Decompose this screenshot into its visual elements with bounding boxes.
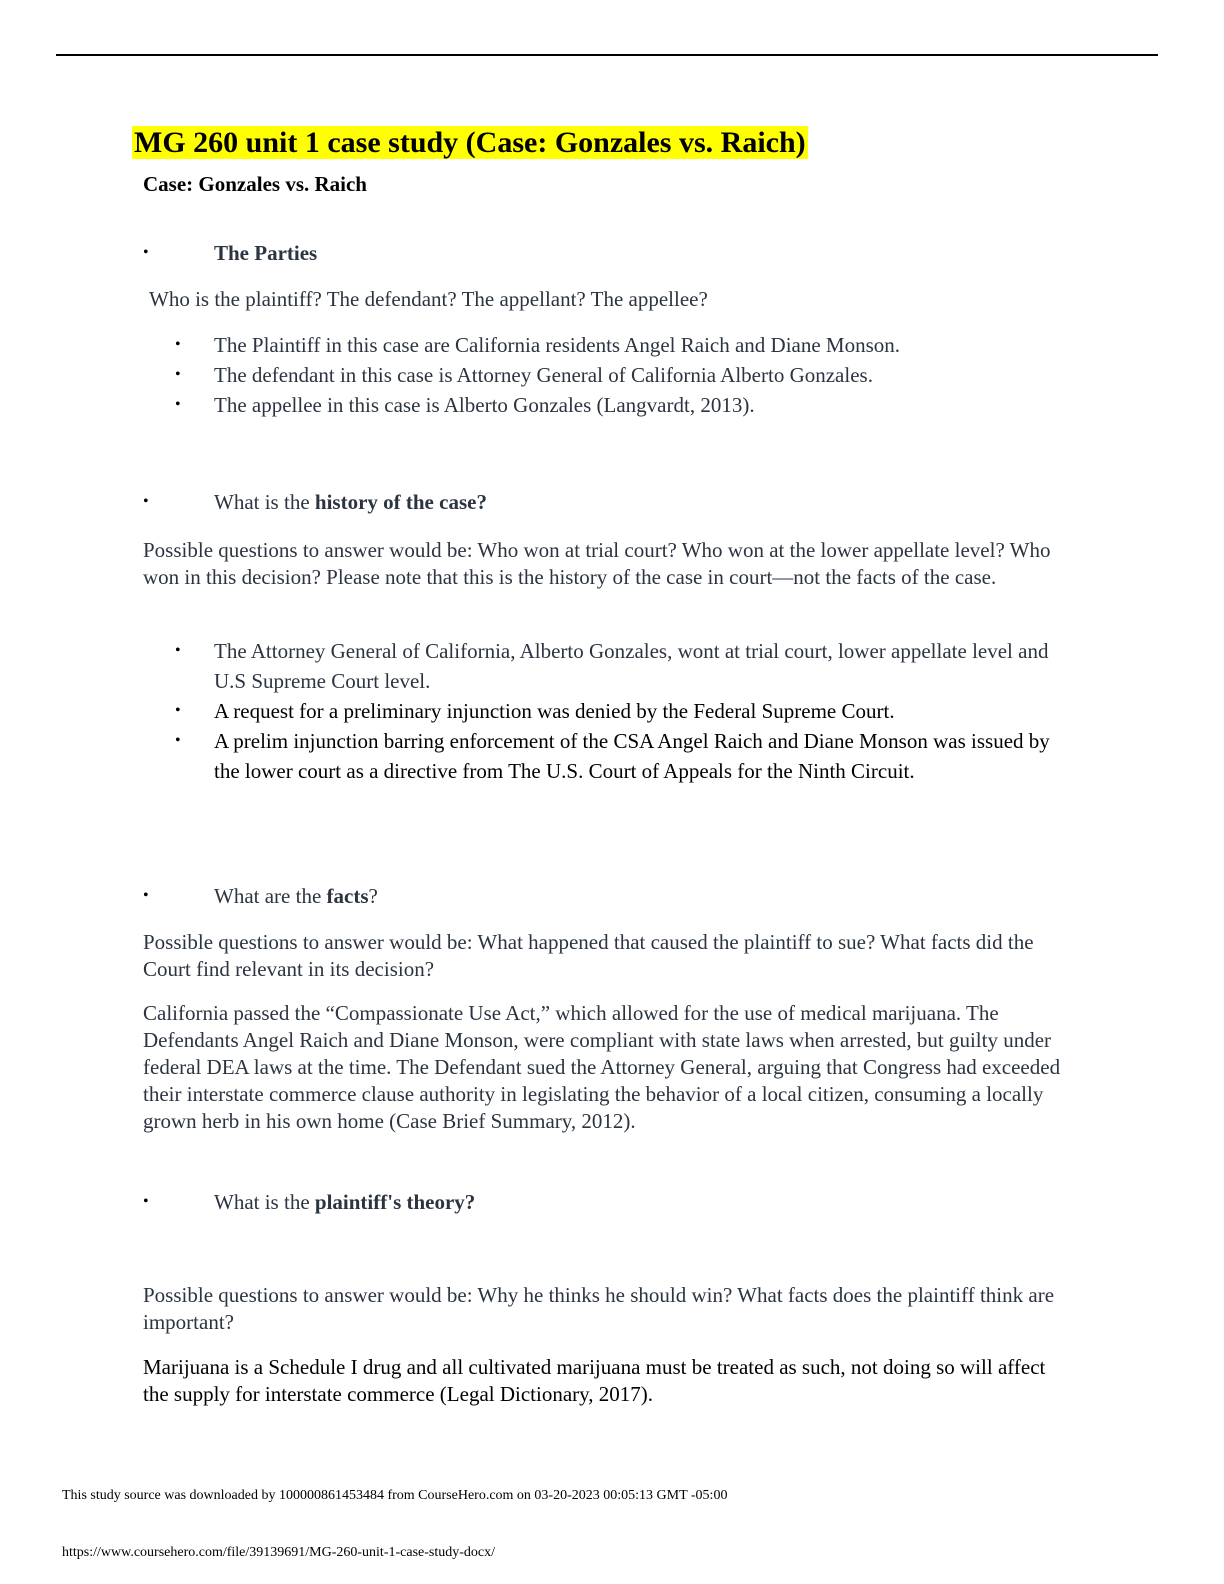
- history-answer-list: [175, 636, 1075, 786]
- bullet-icon: •: [175, 366, 181, 383]
- section-heading-parties: [143, 239, 317, 267]
- section-heading-theory: [143, 1188, 475, 1216]
- bullet-icon: •: [175, 642, 181, 659]
- document-title: MG 260 unit 1 case study (Case: Gonzales vs. Raich): [134, 126, 806, 159]
- bullet-icon: •: [175, 732, 181, 749]
- document-subtitle: Case: Gonzales vs. Raich: [143, 172, 367, 196]
- header-rule: [56, 54, 1158, 56]
- facts-heading: What are the facts?: [214, 884, 378, 908]
- parties-question: Who is the plaintiff? The defendant? The appellant? The appellee?: [149, 287, 708, 311]
- list-item: • A prelim injunction barring enforcement of the CSA Angel Raich and Diane Monson was issued by the lower court as a directive from The U.S. Court of Appeals for the Ninth Circuit.: [175, 726, 1075, 786]
- bullet-icon: •: [175, 702, 181, 719]
- bullet-icon: •: [143, 493, 149, 510]
- bullet-icon: •: [143, 244, 149, 261]
- list-item: • The appellee in this case is Alberto Gonzales (Langvardt, 2013).: [175, 390, 1075, 420]
- bullet-icon: •: [175, 336, 181, 353]
- footer-source-note: This study source was downloaded by 100000861453484 from CourseHero.com on 03-20-2023 00:05:13 GMT -05:00: [62, 1488, 728, 1503]
- theory-question: Possible questions to answer would be: Why he thinks he should win? What facts does the plaintiff think are important?: [143, 1283, 1055, 1334]
- bullet-icon: •: [143, 1193, 149, 1210]
- bullet-icon: •: [143, 887, 149, 904]
- list-item: • The defendant in this case is Attorney General of California Alberto Gonzales.: [175, 360, 1075, 390]
- parties-heading: The Parties: [214, 241, 318, 265]
- theory-answer: Marijuana is a Schedule I drug and all cultivated marijuana must be treated as such, not doing so will affect the supply for interstate commerce (Legal Dictionary, 2017).: [143, 1355, 1046, 1406]
- facts-answer: California passed the “Compassionate Use Act,” which allowed for the use of medical marijuana. The Defendants Angel Raich and Diane Monson, were compliant with state laws when arrested, but guilty under federal DEA laws at the time. The Defendant sued the Attorney General, arguing that Congress had exceeded their interstate commerce clause authority in legislating the behavior of a local citizen, consuming a locally grown herb in his own home (Case Brief Summary, 2012).: [143, 1001, 1061, 1133]
- bullet-icon: •: [175, 396, 181, 413]
- list-item: • A request for a preliminary injunction was denied by the Federal Supreme Court.: [175, 696, 1075, 726]
- footer-url: https://www.coursehero.com/file/39139691/MG-260-unit-1-case-study-docx/: [62, 1545, 496, 1560]
- section-heading-facts: [143, 882, 378, 910]
- history-question: Possible questions to answer would be: Who won at trial court? Who won at the lower appellate level? Who won in this decision? Please note that this is the history of the case in court—not the facts of the case.: [143, 538, 1051, 589]
- facts-question: Possible questions to answer would be: What happened that caused the plaintiff to sue? What facts did the Court find relevant in its decision?: [143, 930, 1034, 981]
- parties-answer-list: [175, 330, 1075, 420]
- theory-heading: What is the plaintiff's theory?: [214, 1190, 476, 1214]
- list-item: • The Attorney General of California, Alberto Gonzales, wont at trial court, lower appellate level and U.S Supreme Court level.: [175, 636, 1075, 696]
- list-item: • The Plaintiff in this case are California residents Angel Raich and Diane Monson.: [175, 330, 1075, 360]
- history-heading: What is the history of the case?: [214, 490, 487, 514]
- section-heading-history: [143, 488, 487, 516]
